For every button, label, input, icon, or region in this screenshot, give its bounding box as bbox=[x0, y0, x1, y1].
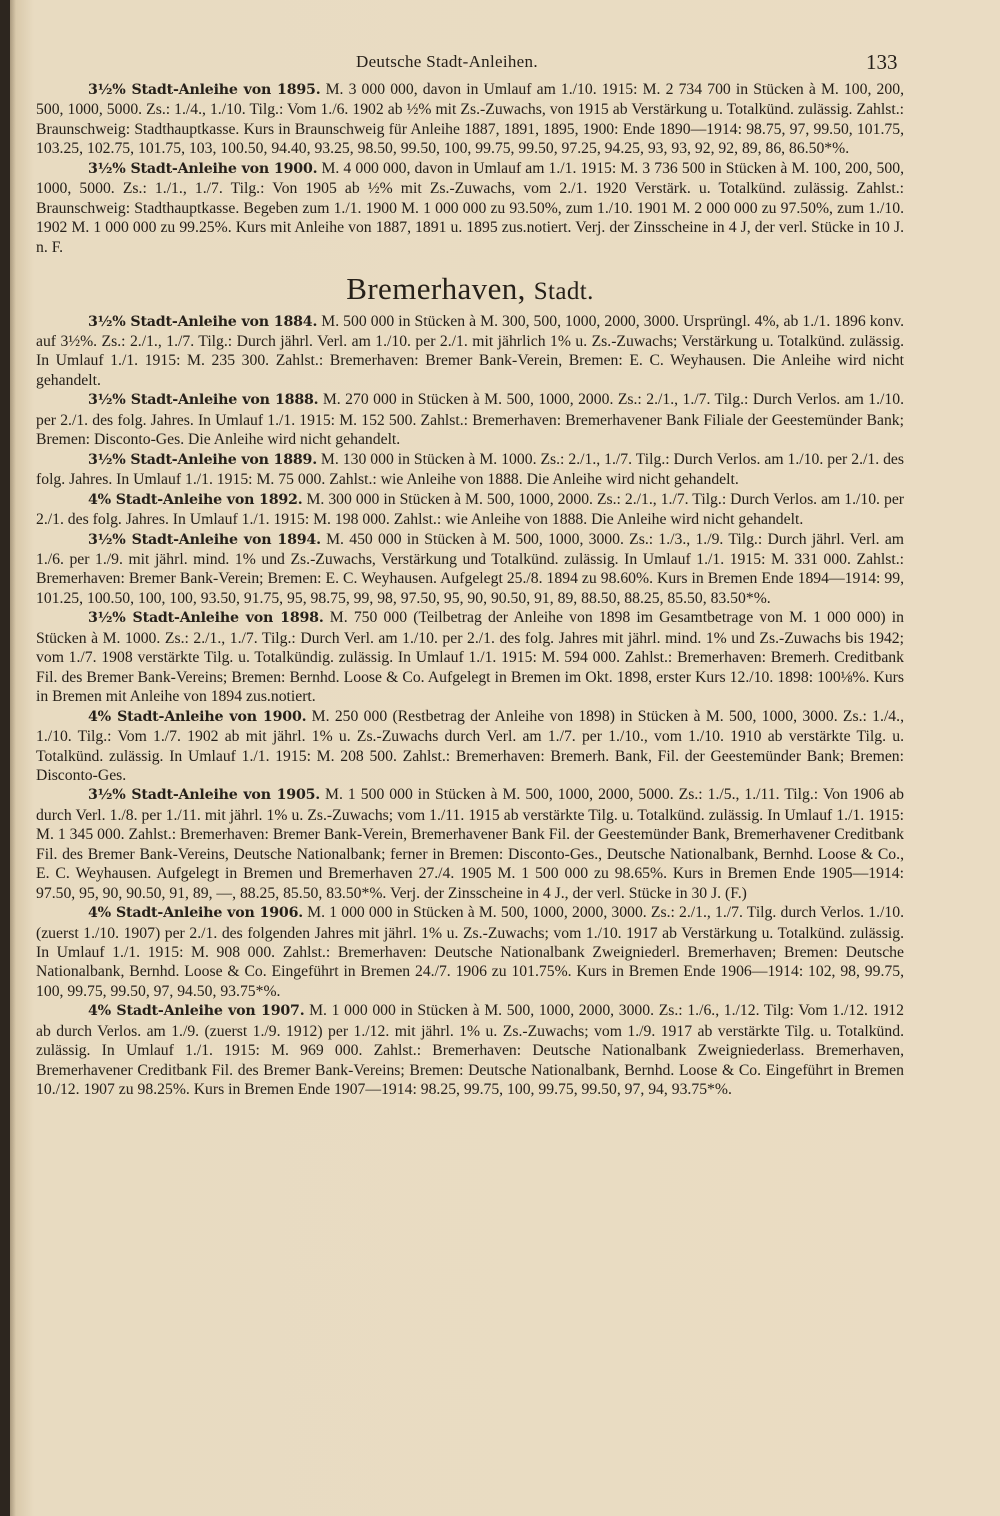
bond-text: M. 3 000 000, davon in Umlauf am 1./10. 1915: M. 2 734 700 in Stücken à M. 100, 200, 500, 1000, 5000. Zs.: 1./4., 1./10. Tilg.: Vom 1./6. 1902 ab ½% mit Zs.-Zuwachs, von 1915 ab Verstärkung u. Totalkünd. zulässig. Zahlst.: Braunschweig: Stadthauptkasse. Kurs in Braunschweig für Anleihe 1887, 1891, 1895, 1900: Ende 1890—1914: 98.75, 97, 99.50, 101.75, 103.25, 102.75, 101.75, 103, 100.50, 94.40, 93.25, 98.50, 99.50, 100, 99.75, 99.50, 97.25, 94.25, 93, 93, 92, 92, 89, 86, 86.50*%. bbox=[36, 81, 904, 158]
section-braunschweig-continued bbox=[36, 80, 904, 257]
bond-text: M. 1 500 000 in Stücken à M. 500, 1000, 2000, 5000. Zs.: 1./5., 1./11. Tilg.: Von 1906 ab durch Verl. 1./8. per 1./11. mit jährl. 1% u. Zs.-Zuwachs; vom 1./11. 1915 ab verstärkte Tilg. u. Totalkünd. zulässig. In Umlauf 1./1. 1915: M. 1 345 000. Zahlst.: Bremerhaven: Bremer Bank-Verein, Bremerhavener Bank Fil. der Geestemünder Bank, Bremerhavener Creditbank Fil. des Bremer Bank-Vereins, Deutsche Nationalbank; ferner in Bremen: Disconto-Ges., Deutsche Nationalbank, Bernhd. Loose & Co., E. C. Weyhausen. Aufgelegt in Bremen und Bremerhaven 27./4. 1905 M. 1 500 000 zu 98.65%. Kurs in Bremen Ende 1905—1914: 97.50, 95, 90, 90.50, 91, 89, —, 88.25, 85.50, 83.50*%. Verj. der Zinsscheine in 4 J., der verl. Stücke in 30 J. (F.) bbox=[36, 786, 905, 902]
bond-entry bbox=[36, 390, 904, 449]
bond-heading: 3½% Stadt-Anleihe von 1889. bbox=[88, 451, 317, 468]
bond-text: M. 250 000 (Restbetrag der Anleihe von 1898) in Stücken à M. 500, 1000, 3000. Zs.: 1./4., 1./10. Tilg.: Vom 1./7. 1902 ab mit jährl. 1% u. Zs.-Zuwachs durch Verl. am 1./7. per 1./10., vom 1./10. 1910 ab verstärkte Tilg. u. Totalkünd. zulässig. In Umlauf 1./1. 1915: M. 208 500. Zahlst.: Bremerhaven: Bremerh. Bank, Fil. der Geestemünder Bank; Bremen: Disconto-Ges. bbox=[36, 707, 904, 784]
bond-heading: 4% Stadt-Anleihe von 1892. bbox=[88, 491, 303, 508]
bond-entry bbox=[36, 1001, 904, 1099]
bond-heading: 4% Stadt-Anleihe von 1907. bbox=[88, 1003, 305, 1020]
bond-text: M. 450 000 in Stücken à M. 500, 1000, 3000. Zs.: 1./3., 1./9. Tilg.: Durch jährl. Verl. am 1./6. per 1./9. mit jährl. mind. 1% und Zs.-Zuwachs, Verstärkung und Totalkünd. zulässig. In Umlauf 1./1. 1915: M. 331 000. Zahlst.: Bremerhaven: Bremer Bank-Verein; Bremen: E. C. Weyhausen. Aufgelegt 25./8. 1894 zu 98.60%. Kurs in Bremen Ende 1894—1914: 99, 101.25, 100.50, 100, 100, 93.50, 91.75, 95, 98.75, 99, 98, 97.50, 95, 90, 90.50, 91, 89, 88.50, 88.25, 85.50, 83.50*%. bbox=[36, 530, 905, 607]
bond-heading: 3½% Stadt-Anleihe von 1895. bbox=[88, 82, 321, 98]
bond-text: M. 1 000 000 in Stücken à M. 500, 1000, 2000, 3000. Zs.: 2./1., 1./7. Tilg. durch Verlos. 1./10. (zuerst 1./10. 1907) per 2./1. des folgenden Jahres mit jährl. 1% u. Zs.-Zuwachs; vom 1./10. 1917 ab Verstärkung u. Totalkünd. zulässig. In Umlauf 1./1. 1915: M. 908 000. Zahlst.: Bremerhaven: Deutsche Nationalbank Zweigniederl. Bremerhaven; Bremen: Deutsche Nationalbank, Bernhd. Loose & Co. Eingeführt in Bremen 24./7. 1906 zu 101.75%. Kurs in Bremen Ende 1906—1914: 102, 98, 99.75, 100, 99.75, 99.50, 97, 94.50, 93.75*%. bbox=[36, 904, 904, 1000]
running-header bbox=[36, 48, 904, 80]
bond-heading: 3½% Stadt-Anleihe von 1884. bbox=[88, 313, 318, 330]
bond-entry bbox=[36, 80, 904, 159]
bond-text: M. 270 000 in Stücken à M. 500, 1000, 2000. Zs.: 2./1., 1./7. Tilg.: Durch Verlos. am 1./10. per 2./1. des folg. Jahres. In Umlauf 1./1. 1915: M. 152 500. Zahlst.: Bremerhaven: Bremerhavener Bank Filiale der Geestemünder Bank; Bremen: Disconto-Ges. Die Anleihe wird nicht gehandelt. bbox=[36, 391, 904, 449]
section-kind: Stadt. bbox=[533, 278, 594, 306]
bond-entry bbox=[36, 903, 904, 1001]
bond-entry bbox=[36, 159, 904, 257]
bond-entry bbox=[36, 785, 904, 903]
bond-heading: 3½% Stadt-Anleihe von 1905. bbox=[88, 787, 321, 804]
bond-text: M. 500 000 in Stücken à M. 300, 500, 1000, 2000, 3000. Ursprüngl. 4%, ab 1./1. 1896 konv. auf 3½%. Zs.: 2./1., 1./7. Tilg.: Durch jährl. Verl. am 1./10. per 2./1. mit jährlich 1% u. Zs.-Zuwachs; Verstärkung u. Totalkünd. zulässig. In Umlauf 1./1. 1915: M. 235 300. Zahlst.: Bremerhaven: Bremer Bank-Verein, Bremen: E. C. Weyhausen. Die Anleihe wird nicht gehandelt. bbox=[36, 312, 904, 389]
bond-text: M. 4 000 000, davon in Umlauf am 1./1. 1915: M. 3 736 500 in Stücken à M. 100, 200, 500, 1000, 5000. Zs.: 1./1., 1./7. Tilg.: Von 1905 ab ½% mit Zs.-Zuwachs, vom 2./1. 1920 Verstärk. u. Totalkünd. zulässig. Zahlst.: Braunschweig: Stadthauptkasse. Begeben zum 1./1. 1900 M. 1 000 000 zu 93.50%, zum 1./10. 1901 M. 2 000 000 zu 97.50%, zum 1./10. 1902 M. 1 000 000 zu 99.25%. Kurs mit Anleihe von 1887, 1891 u. 1895 zus.notiert. Verj. der Zinsscheine in 4 J, der verl. Stücke in 10 J. n. F. bbox=[36, 159, 904, 256]
bond-heading: 4% Stadt-Anleihe von 1906. bbox=[88, 905, 303, 922]
bond-entry bbox=[36, 450, 904, 490]
section-bremerhaven bbox=[36, 312, 904, 1100]
running-title: Deutsche Stadt-Anleihen. bbox=[356, 52, 538, 71]
bond-text: M. 300 000 in Stücken à M. 500, 1000, 2000. Zs.: 2./1., 1./7. Tilg.: Durch Verlos. am 1./10. per 2./1. des folg. Jahres. In Umlauf 1./1. 1915: M. 198 000. Zahlst.: wie Anleihe von 1888. Die Anleihe wird nicht gehandelt. bbox=[36, 490, 905, 529]
bond-text: M. 750 000 (Teilbetrag der Anleihe von 1898 im Gesamtbetrage von M. 1 000 000) in Stücken à M. 1000. Zs.: 2./1., 1./7. Tilg.: Durch Verl. am 1./10. per 2./1. des folg. Jahres mit jährl. mind. 1% und Zs.-Zuwachs bis 1942; vom 1./7. 1908 verstärkte Tilg. u. Totalkündig. zulässig. In Umlauf 1./1. 1915: M. 594 000. Zahlst.: Bremerhaven: Bremerh. Creditbank Fil. des Bremer Bank-Vereins; Bremen: Bernhd. Loose & Co. Aufgelegt in Bremen im Okt. 1898, erster Kurs 12./10. 1898: 100⅛%. Kurs in Bremen mit Anleihe von 1894 zus.notiert. bbox=[36, 609, 905, 706]
bond-text: M. 130 000 in Stücken à M. 1000. Zs.: 2./1., 1./7. Tilg.: Durch Verlos. am 1./10. per 2./1. des folg. Jahres. In Umlauf 1./1. 1915: M. 75 000. Zahlst.: wie Anleihe von 1888. Die Anleihe wird nicht gehandelt. bbox=[36, 450, 904, 489]
bond-entry bbox=[36, 490, 904, 530]
bond-entry bbox=[36, 530, 904, 609]
section-heading bbox=[36, 271, 904, 307]
bond-heading: 4% Stadt-Anleihe von 1900. bbox=[88, 708, 307, 725]
bond-heading: 3½% Stadt-Anleihe von 1894. bbox=[88, 531, 321, 548]
book-spine bbox=[0, 0, 10, 1516]
bond-heading: 3½% Stadt-Anleihe von 1898. bbox=[88, 610, 324, 627]
bond-entry bbox=[36, 608, 904, 706]
page-number: 133 bbox=[866, 50, 898, 74]
bond-text: M. 1 000 000 in Stücken à M. 500, 1000, 2000, 3000. Zs.: 1./6., 1./12. Tilg: Vom 1./12. 1912 ab durch Verlos. am 1./9. (zuerst 1./9. 1912) per 1./12. mit jährl. 1% u. Zs.-Zuwachs; vom 1./9. 1917 ab verstärkte Tilg. u. Totalkünd. zulässig. In Umlauf 1./1. 1915: M. 969 000. Zahlst.: Bremerhaven: Deutsche Nationalbank Zweigniederlass. Bremerhaven, Bremerhavener Creditbank Fil. des Bremer Bank-Vereins; Bremen: Deutsche Nationalbank, Bernhd. Loose & Co. Eingeführt in Bremen 10./12. 1907 zu 98.25%. Kurs in Bremen Ende 1907—1914: 98.25, 99.75, 100, 99.75, 99.50, 97, 94, 93.75*%. bbox=[36, 1002, 904, 1099]
section-city: Bremerhaven, bbox=[346, 271, 526, 307]
bond-heading: 3½% Stadt-Anleihe von 1900. bbox=[88, 160, 318, 177]
bond-entry bbox=[36, 312, 904, 391]
bond-entry bbox=[36, 707, 904, 786]
bond-heading: 3½% Stadt-Anleihe von 1888. bbox=[88, 392, 319, 409]
